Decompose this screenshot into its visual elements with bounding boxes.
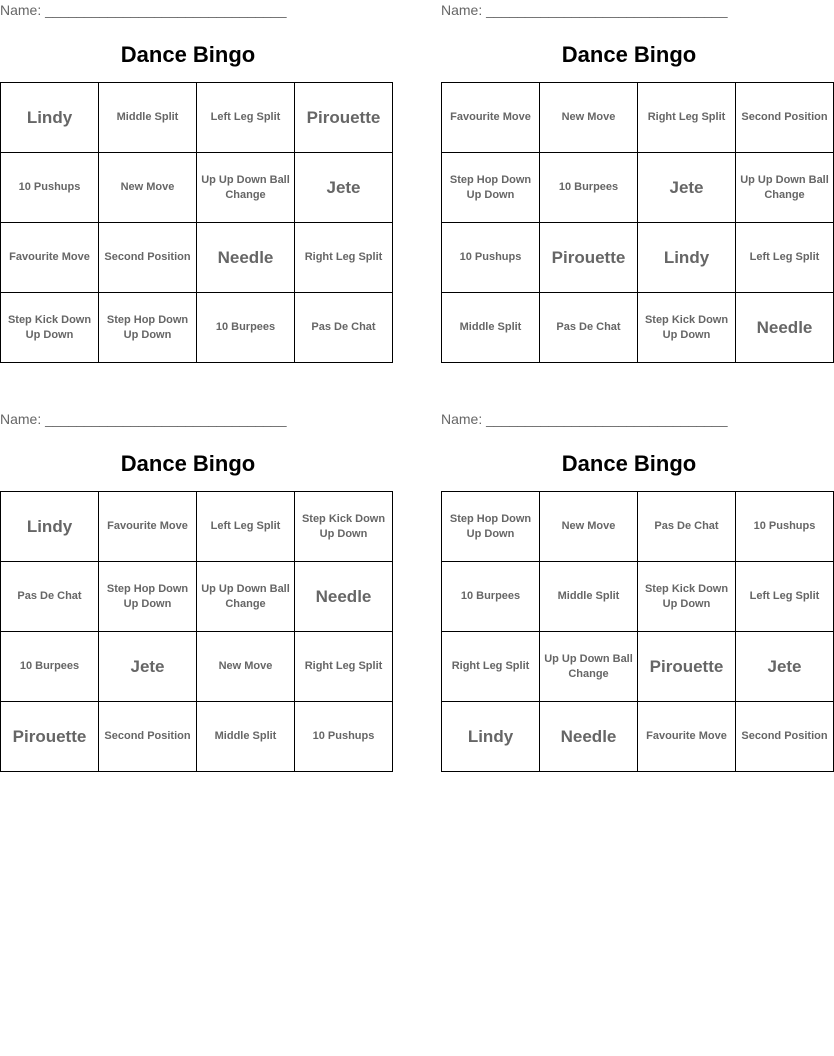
card-title: Dance Bingo (561, 42, 697, 67)
bingo-cell: 10 Pushups (736, 492, 834, 562)
bingo-cell: Up Up Down Ball Change (197, 153, 295, 223)
bingo-cell: Up Up Down Ball Change (540, 632, 638, 702)
grid-row (442, 153, 834, 223)
bingo-grid (0, 82, 393, 363)
name-line: Name: _______________________________ (441, 2, 728, 18)
bingo-cell: Up Up Down Ball Change (197, 562, 295, 632)
bingo-cell: Step Hop Down Up Down (99, 562, 197, 632)
bingo-cell: New Move (99, 153, 197, 223)
bingo-cell: Second Position (99, 223, 197, 293)
grid-row (1, 492, 393, 562)
bingo-cell: Step Hop Down Up Down (99, 293, 197, 363)
card-title: Dance Bingo (120, 451, 256, 476)
grid-row (1, 632, 393, 702)
bingo-cell: 10 Pushups (1, 153, 99, 223)
bingo-cell: Step Kick Down Up Down (295, 492, 393, 562)
grid-row (442, 632, 834, 702)
grid-row (442, 293, 834, 363)
bingo-cell: Jete (638, 153, 736, 223)
bingo-cell: Middle Split (197, 702, 295, 772)
grid-row (442, 702, 834, 772)
grid-row (1, 153, 393, 223)
grid-row (1, 562, 393, 632)
bingo-grid (0, 491, 393, 772)
bingo-cell: Pirouette (295, 83, 393, 153)
bingo-cell: Second Position (736, 702, 834, 772)
bingo-cell: Second Position (736, 83, 834, 153)
bingo-cell: Step Kick Down Up Down (638, 293, 736, 363)
bingo-cell: Pirouette (1, 702, 99, 772)
grid-row (442, 83, 834, 153)
bingo-cell: 10 Pushups (295, 702, 393, 772)
name-line: Name: _______________________________ (0, 411, 287, 427)
bingo-cell: New Move (197, 632, 295, 702)
card-title: Dance Bingo (561, 451, 697, 476)
bingo-cell: Needle (197, 223, 295, 293)
bingo-grid (441, 491, 834, 772)
bingo-cell: Step Hop Down Up Down (442, 153, 540, 223)
bingo-cell: Jete (295, 153, 393, 223)
bingo-cell: Lindy (442, 702, 540, 772)
bingo-cell: Favourite Move (1, 223, 99, 293)
bingo-cell: Pirouette (540, 223, 638, 293)
bingo-cell: Lindy (1, 83, 99, 153)
bingo-cell: Middle Split (540, 562, 638, 632)
grid-row (1, 83, 393, 153)
grid-row (442, 223, 834, 293)
bingo-cell: 10 Burpees (1, 632, 99, 702)
bingo-cell: New Move (540, 83, 638, 153)
bingo-cell: Left Leg Split (736, 223, 834, 293)
bingo-cell: Needle (540, 702, 638, 772)
grid-row (1, 223, 393, 293)
bingo-cell: Needle (295, 562, 393, 632)
bingo-cell: Needle (736, 293, 834, 363)
bingo-cell: Jete (736, 632, 834, 702)
bingo-cell: 10 Burpees (442, 562, 540, 632)
bingo-cell: Jete (99, 632, 197, 702)
bingo-cell: Lindy (1, 492, 99, 562)
bingo-cell: Pas De Chat (1, 562, 99, 632)
bingo-cell: Right Leg Split (295, 223, 393, 293)
bingo-cell: Pirouette (638, 632, 736, 702)
name-line: Name: _______________________________ (441, 411, 728, 427)
bingo-cell: Pas De Chat (638, 492, 736, 562)
grid-row (1, 293, 393, 363)
bingo-cell: Right Leg Split (295, 632, 393, 702)
bingo-cell: Step Kick Down Up Down (638, 562, 736, 632)
bingo-cell: Left Leg Split (197, 83, 295, 153)
bingo-cell: Right Leg Split (442, 632, 540, 702)
bingo-cell: 10 Burpees (197, 293, 295, 363)
bingo-cell: 10 Pushups (442, 223, 540, 293)
bingo-cell: Lindy (638, 223, 736, 293)
bingo-cell: New Move (540, 492, 638, 562)
bingo-cell: Favourite Move (442, 83, 540, 153)
bingo-cell: Favourite Move (638, 702, 736, 772)
bingo-cell: Up Up Down Ball Change (736, 153, 834, 223)
bingo-cell: Middle Split (442, 293, 540, 363)
grid-row (1, 702, 393, 772)
bingo-cell: Favourite Move (99, 492, 197, 562)
bingo-cell: Step Hop Down Up Down (442, 492, 540, 562)
grid-row (442, 562, 834, 632)
bingo-cell: Left Leg Split (197, 492, 295, 562)
bingo-cell: Left Leg Split (736, 562, 834, 632)
bingo-grid (441, 82, 834, 363)
bingo-cell: Right Leg Split (638, 83, 736, 153)
grid-row (442, 492, 834, 562)
bingo-cell: Middle Split (99, 83, 197, 153)
name-line: Name: _______________________________ (0, 2, 287, 18)
bingo-cell: Pas De Chat (295, 293, 393, 363)
bingo-cell: Step Kick Down Up Down (1, 293, 99, 363)
bingo-cell: Second Position (99, 702, 197, 772)
card-title: Dance Bingo (120, 42, 256, 67)
bingo-cell: Pas De Chat (540, 293, 638, 363)
bingo-cell: 10 Burpees (540, 153, 638, 223)
